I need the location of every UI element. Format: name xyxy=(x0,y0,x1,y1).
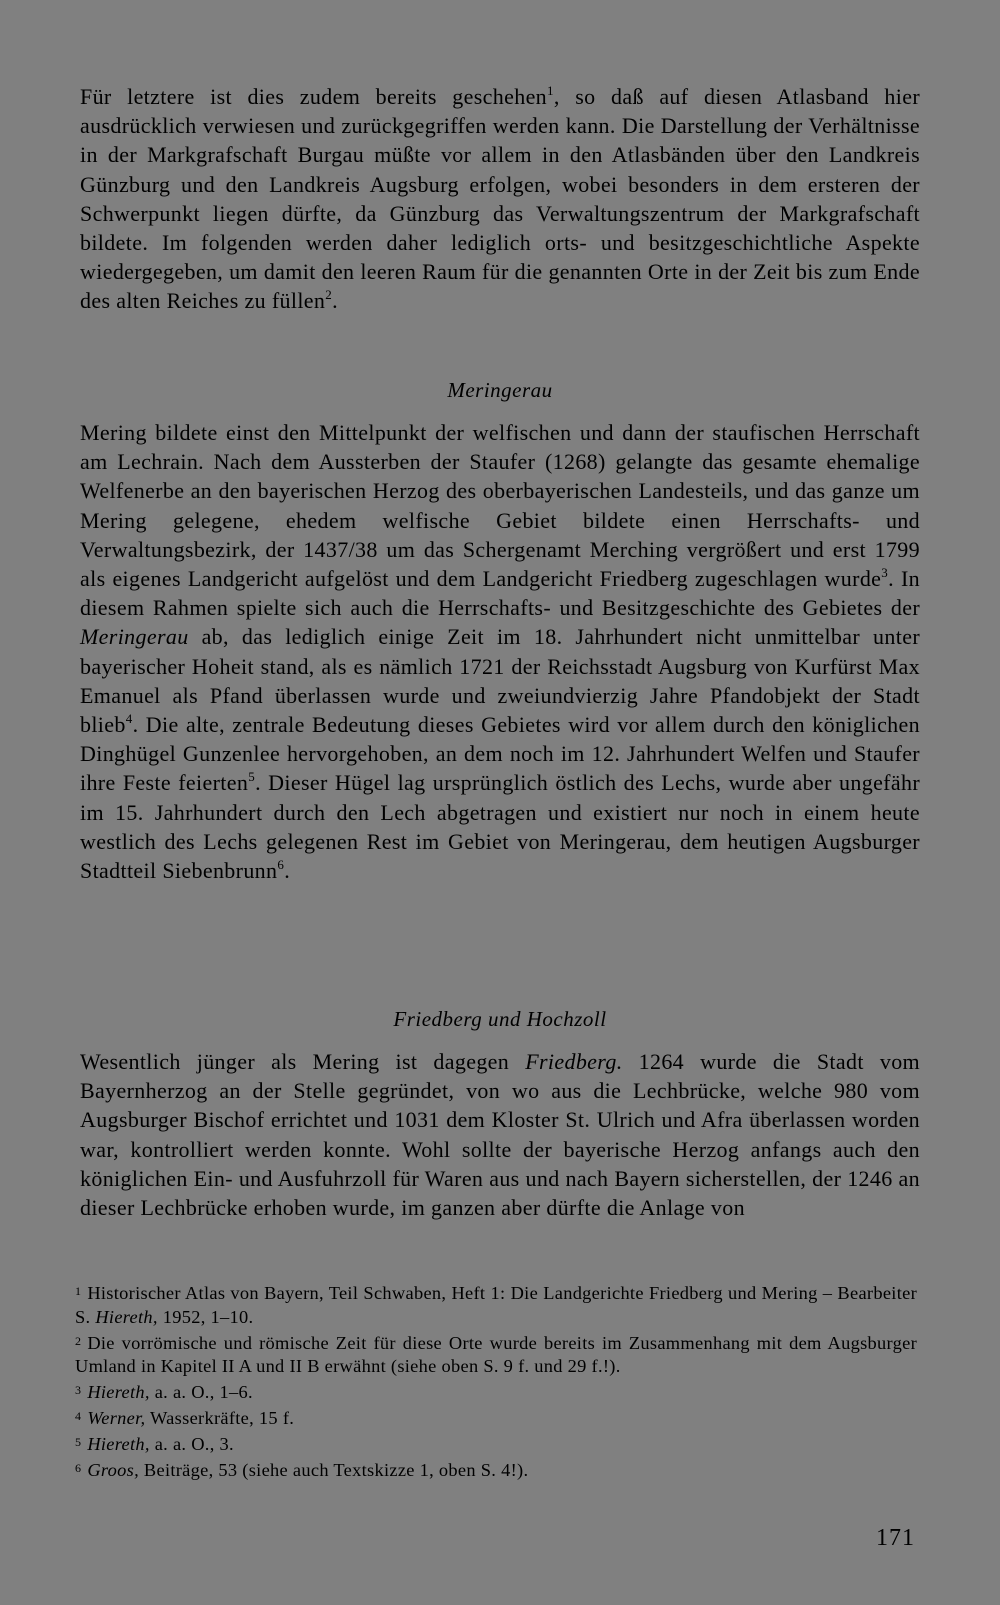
meringerau-text-2: . In diesem Rahmen spielte sich auch die Herrschafts- und Besitzgeschichte des Gebietes der xyxy=(80,566,920,621)
footnote-text: Die vorrömische und römische Zeit für diese Orte wurde bereits im Zusammenhang mit dem Augsburger Umland in Kapitel II A und II B erwähnt (siehe oben S. 9 f. und 29 f.!). xyxy=(75,1332,917,1377)
footnote-2 xyxy=(75,1330,917,1380)
footnote-author: Hiereth, xyxy=(95,1306,158,1327)
footnote-author: Werner, xyxy=(87,1407,146,1428)
meringerau-text-3: ab, das lediglich einige Zeit im 18. Jahrhundert nicht unmittelbar unter bayerischer Hoheit stand, als es nämlich 1721 der Reichsstadt Augsburg von Kurfürst Max Emanuel als Pfand überlassen wurde und zweiundvierzig Jahre Pfandobjekt der Stadt blieb xyxy=(80,624,920,738)
footnote-text: Wasserkräfte, 15 f. xyxy=(145,1407,295,1428)
meringerau-emphasis: Meringerau xyxy=(80,624,189,650)
page-number: 171 xyxy=(876,1525,915,1551)
intro-text-end: . xyxy=(332,288,338,314)
footnote-4 xyxy=(75,1405,917,1431)
footnote-text: Historischer Atlas von Bayern, Teil Schwaben, Heft 1: Die Landgerichte Friedberg und Mering – Bearbeiter S. xyxy=(75,1283,917,1327)
friedberg-emphasis: Friedberg. xyxy=(525,1049,623,1074)
footnote-1 xyxy=(75,1280,917,1330)
footnote-author: Groos, xyxy=(87,1459,140,1480)
footnote-author: Hiereth, xyxy=(87,1382,150,1403)
friedberg-text-1: Wesentlich jünger als Mering ist dagegen xyxy=(80,1049,526,1074)
meringerau-paragraph xyxy=(80,418,920,885)
intro-text-1: Für letztere ist dies zudem bereits geschehen xyxy=(80,84,548,109)
footnote-5 xyxy=(75,1431,917,1457)
friedberg-text-2: 1264 wurde die Stadt vom Bayernherzog an der Stelle gegründet, von wo aus die Lechbrücke, welche 980 vom Augsburger Bischof errichtet und 1031 dem Kloster St. Ulrich und Afra überlassen worden war, kontrolliert werden konnte. Wohl sollte der bayerische Herzog anfangs auch den königlichen Ein- und Ausfuhrzoll für Waren aus und nach Bayern sicherstellen, der 1246 an dieser Lechbrücke erhoben wurde, im ganzen aber dürfte die Anlage von xyxy=(80,1049,921,1221)
footnote-text: a. a. O., 1–6. xyxy=(149,1382,253,1403)
footnote-3 xyxy=(75,1379,917,1405)
footnote-number: 1 xyxy=(75,1284,82,1298)
intro-text-2: , so daß auf diesen Atlasband hier ausdrücklich verwiesen und zurückgegriffen werden kann. Die Darstellung der Verhältnisse in der Markgrafschaft Burgau müßte vor allem in den Atlasbänden über den Landkreis Günzburg und den Landkreis Augsburg erfolgen, wobei besonders in dem ersteren der Schwerpunkt liegen dürfte, da Günzburg das Verwaltungszentrum der Markgrafschaft bildete. Im folgenden werden daher lediglich orts- und besitzgeschichtliche Aspekte wiedergegeben, um damit den leeren Raum für die genannten Orte in der Zeit bis zum Ende des alten Reiches zu füllen xyxy=(80,84,920,314)
meringerau-text-end: . xyxy=(284,858,291,884)
footnote-number: 3 xyxy=(75,1383,82,1398)
footnote-number: 4 xyxy=(75,1408,82,1423)
intro-paragraph xyxy=(80,82,920,316)
footnote-number: 5 xyxy=(75,1434,82,1449)
footnote-text: Beiträge, 53 (siehe auch Textskizze 1, oben S. 4!). xyxy=(139,1459,529,1480)
footnote-text: 1952, 1–10. xyxy=(157,1306,254,1327)
footnote-ref-5: 5 xyxy=(248,769,256,785)
friedberg-paragraph xyxy=(80,1047,920,1222)
footnote-ref-2: 2 xyxy=(325,287,333,303)
footnote-number: 6 xyxy=(75,1460,82,1475)
meringerau-text-4: . Die alte, zentrale Bedeutung dieses Gebietes wird vor allem durch den königlichen Dinghügel Gunzenlee hervorgehoben, an dem noch im 12. Jahrhundert Welfen und Staufer ihre Feste feierten xyxy=(80,712,920,796)
footnotes xyxy=(75,1280,917,1482)
footnote-ref-1: 1 xyxy=(547,83,554,98)
meringerau-text-1: Mering bildete einst den Mittelpunkt der welfischen und dann der staufischen Herrschaft am Lechrain. Nach dem Aussterben der Staufer (1268) gelangte das gesamte ehemalige Welfenerbe an den bayerischen Herzog des oberbayerischen Landesteils, und das ganze um Mering gelegene, ehedem welfische Gebiet bildete einen Herrschafts- und Verwaltungsbezirk, der 1437/38 um das Schergenamt Merching vergrößert und erst 1799 als eigenes Landgericht aufgelöst und dem Landgericht Friedberg zugeschlagen wurde xyxy=(80,420,920,592)
footnote-6 xyxy=(75,1457,917,1483)
footnote-ref-4: 4 xyxy=(125,711,133,727)
footnote-ref-6: 6 xyxy=(277,857,285,873)
footnote-number: 2 xyxy=(75,1333,82,1348)
footnote-author: Hiereth, xyxy=(87,1433,150,1454)
section-heading-meringerau: Meringerau xyxy=(447,378,553,402)
footnote-text: a. a. O., 3. xyxy=(149,1433,234,1454)
footnote-ref-3: 3 xyxy=(881,565,889,581)
meringerau-text-5: . Dieser Hügel lag ursprünglich östlich des Lechs, wurde aber ungefähr im 15. Jahrhundert durch den Lech abgetragen und existiert nur noch in einem heute westlich des Lechs gelegenen Rest im Gebiet von Meringerau, dem heutigen Augsburger Stadtteil Siebenbrunn xyxy=(80,770,921,884)
section-heading-friedberg: Friedberg und Hochzoll xyxy=(393,1007,607,1031)
